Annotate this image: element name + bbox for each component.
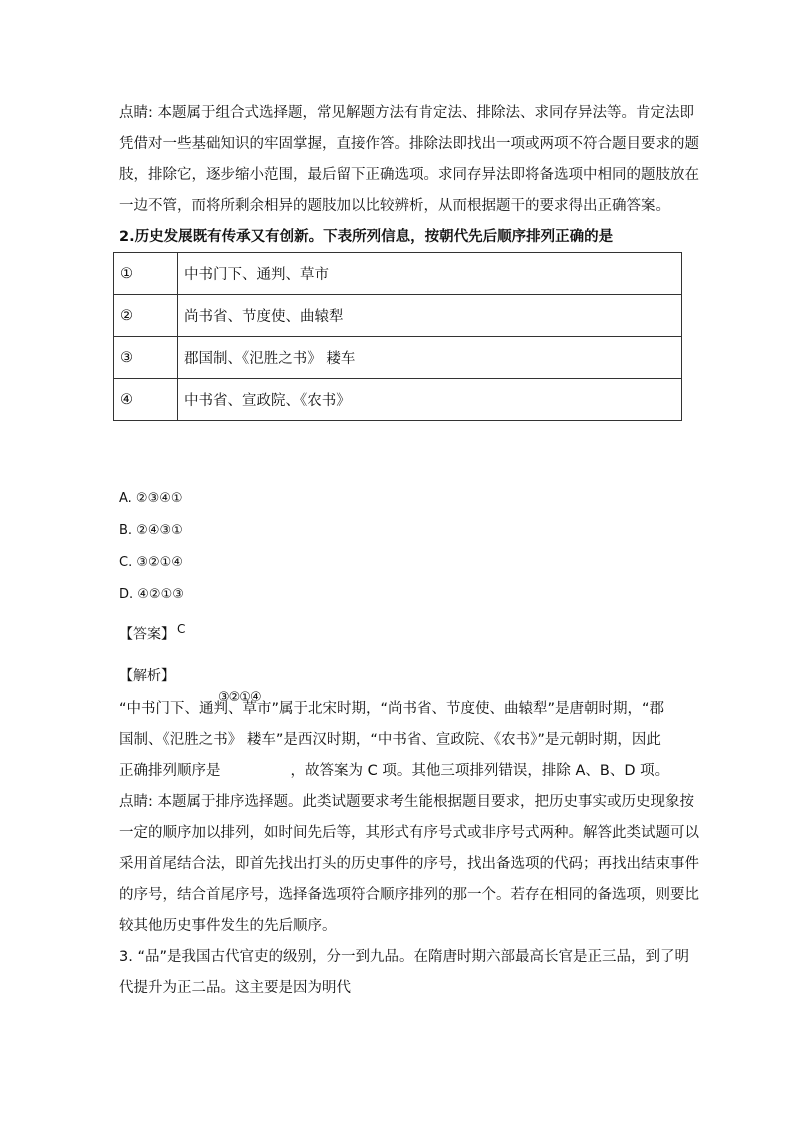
intro-note-line-2: 凭借对一些基础知识的牢固掌握，直接作答。排除法即找出一项或两项不符合题目要求的题 [119, 136, 699, 152]
note-line-4: 的序号，结合首尾序号，选择备选项符合顺序排列的那一个。若存在相同的备选项，则要比 [119, 887, 699, 903]
analysis-line-3b: ，故答案为 C 项。其他三项排列错误，排除 A、B、D 项。 [290, 763, 670, 779]
analysis-line-3a: 正确排列顺序是 [119, 763, 221, 779]
row-text: 郡国制、《氾胜之书》 耧车 [178, 337, 682, 379]
analysis-line-3 [119, 756, 679, 787]
option-b: B. ②④③① [119, 523, 183, 538]
row-number: ② [114, 295, 178, 337]
row-number: ① [114, 253, 178, 295]
q2-stem-text: 2.历史发展既有传承又有创新。下表所列信息，按朝代先后顺序排列正确的是 [119, 229, 614, 245]
analysis-label: 【解析】 [119, 668, 175, 684]
row-text: 中书门下、通判、草市 [178, 253, 682, 295]
q3-line-2: 代提升为正二品。这主要是因为明代 [119, 980, 351, 996]
row-text: 中书省、宣政院、《农书》 [178, 379, 682, 421]
option-a: A. ②③④① [119, 491, 183, 506]
table-row [114, 337, 682, 379]
analysis-body [119, 694, 679, 787]
intro-note [119, 98, 699, 222]
note-line-2: 一定的顺序加以排列，如时间先后等，其形式有序号式或非序号式两种。解答此类试题可以 [119, 825, 699, 841]
intro-note-line-4: 一边不管，而将所剩余相异的题肢加以比较辨析，从而根据题干的要求得出正确答案。 [119, 198, 670, 214]
note-line-3: 采用首尾结合法，即首先找出打头的历史事件的序号，找出备选项的代码；再找出结束事件 [119, 856, 699, 872]
q2-note [119, 787, 699, 942]
q3-stem [119, 942, 689, 1004]
overlapping-sequence: ③②①④ [218, 690, 261, 705]
intro-note-line-1: 点睛: 本题属于组合式选择题，常见解题方法有肯定法、排除法、求同存异法等。肯定法即 [119, 105, 694, 121]
row-number: ④ [114, 379, 178, 421]
option-d: D. ④②①③ [119, 587, 184, 602]
table-row [114, 379, 682, 421]
q2-stem [119, 222, 679, 253]
answer-value: C [177, 622, 186, 636]
table-row [114, 253, 682, 295]
row-text: 尚书省、节度使、曲辕犁 [178, 295, 682, 337]
table-row [114, 295, 682, 337]
analysis-line-1: “中书门下、通判、草市”属于北宋时期，“尚书省、节度使、曲辕犁”是唐朝时期，“郡 [119, 701, 665, 717]
q2-table [113, 252, 682, 421]
option-c: C. ③②①④ [119, 555, 183, 570]
note-line-1: 点睛: 本题属于排序选择题。此类试题要求考生能根据题目要求，把历史事实或历史现象按 [119, 794, 694, 810]
answer-label: 【答案】 [119, 626, 175, 643]
row-number: ③ [114, 337, 178, 379]
note-line-5: 较其他历史事件发生的先后顺序。 [119, 918, 337, 934]
analysis-line-2: 国制、《氾胜之书》 耧车”是西汉时期，“中书省、宣政院、《农书》”是元朝时期，因此 [119, 732, 661, 748]
intro-note-line-3: 肢，排除它，逐步缩小范围，最后留下正确选项。求同存异法即将备选项中相同的题肢放在 [119, 167, 699, 183]
q3-line-1: 3. “品”是我国古代官吏的级别，分一到九品。在隋唐时期六部最高长官是正三品，到了明 [119, 949, 689, 965]
answer-line [119, 622, 185, 644]
